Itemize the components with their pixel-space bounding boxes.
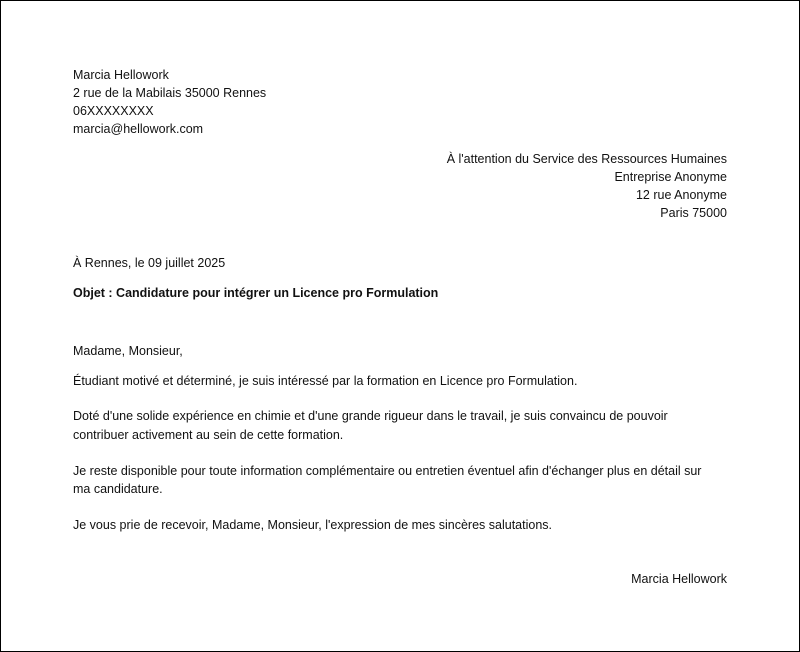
sender-phone: 06XXXXXXXX: [73, 104, 154, 118]
recipient-attention: À l'attention du Service des Ressources Humaines: [446, 152, 727, 166]
sender-name: Marcia Hellowork: [73, 68, 169, 82]
subject-line: Objet : Candidature pour intégrer un Licence pro Formulation: [73, 286, 439, 300]
sender-address: 2 rue de la Mabilais 35000 Rennes: [73, 86, 267, 100]
recipient-city: Paris 75000: [660, 206, 727, 220]
paragraph-1-line-1: Étudiant motivé et déterminé, je suis intéressé par la formation en Licence pro Formulation.: [73, 374, 578, 388]
paragraph-3-line-1: Je reste disponible pour toute information complémentaire ou entretien éventuel afin d'échanger plus en détail sur: [73, 464, 702, 478]
salutation: Madame, Monsieur,: [73, 344, 183, 358]
paragraph-2-line-1: Doté d'une solide expérience en chimie et d'une grande rigueur dans le travail, je suis convaincu de pouvoir: [73, 409, 668, 423]
paragraph-3-line-2: ma candidature.: [73, 482, 163, 496]
paragraph-2-line-2: contribuer activement au sein de cette formation.: [73, 428, 344, 442]
recipient-street: 12 rue Anonyme: [635, 188, 727, 202]
signature: Marcia Hellowork: [631, 572, 727, 586]
paragraph-4-line-1: Je vous prie de recevoir, Madame, Monsieur, l'expression de mes sincères salutations.: [73, 518, 553, 532]
place-date: À Rennes, le 09 juillet 2025: [73, 256, 226, 270]
recipient-company: Entreprise Anonyme: [614, 170, 727, 184]
sender-email: marcia@hellowork.com: [73, 122, 204, 136]
